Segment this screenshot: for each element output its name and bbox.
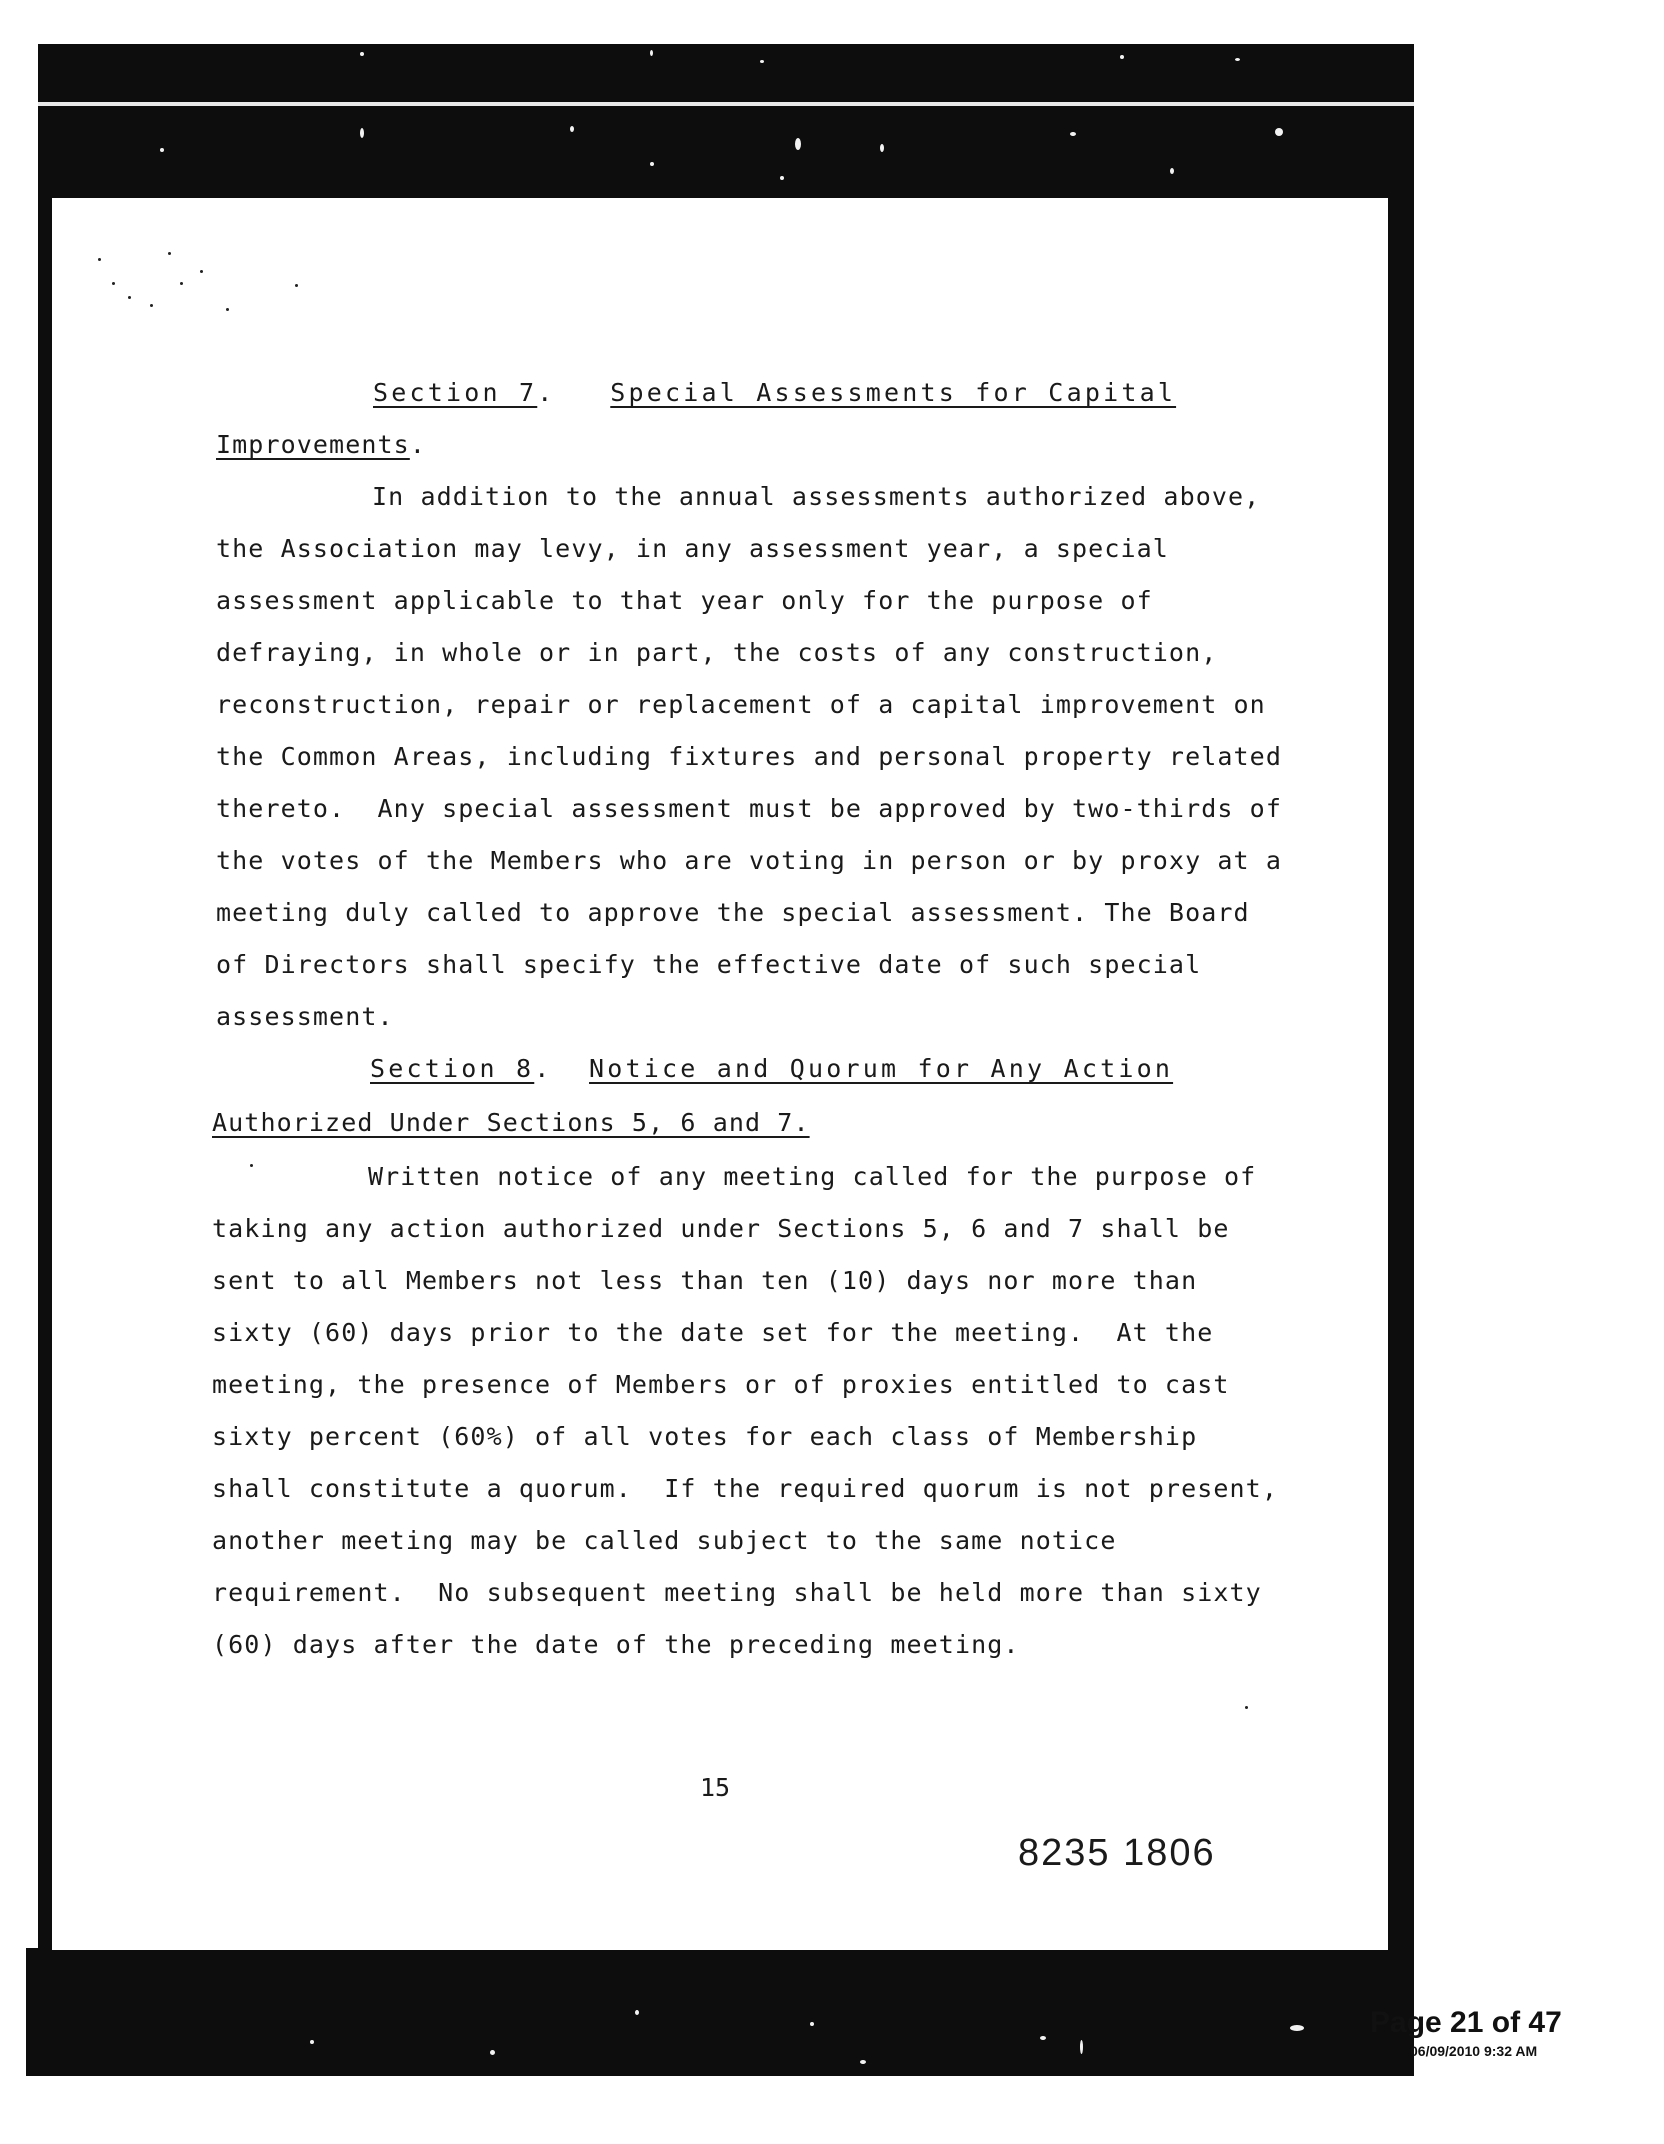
page-number: 15 <box>700 1773 731 1802</box>
scan-speck <box>760 60 764 63</box>
section-7-line: the Common Areas, including fixtures and personal property related <box>216 742 1282 771</box>
scan-speck <box>1070 132 1076 136</box>
section-7-line: the votes of the Members who are voting in person or by proxy at a <box>216 846 1282 875</box>
scan-speck <box>1275 128 1283 136</box>
section-7-line: the Association may levy, in any assessment year, a special <box>216 534 1169 563</box>
section-8-line: taking any action authorized under Sections 5, 6 and 7 shall be <box>212 1214 1230 1243</box>
section-8-line: sixty (60) days prior to the date set for the meeting. At the <box>212 1318 1214 1347</box>
section-8-line: meeting, the presence of Members or of proxies entitled to cast <box>212 1370 1230 1399</box>
scan-speck <box>795 138 801 150</box>
scan-speck <box>98 258 101 261</box>
heading-dot: . <box>534 1054 590 1083</box>
section-8-line: (60) days after the date of the preceding meeting. <box>212 1630 1020 1659</box>
scan-speck <box>490 2050 495 2055</box>
scan-speck <box>810 2022 814 2026</box>
scan-speck <box>150 304 153 307</box>
scan-speck <box>570 126 574 132</box>
scan-speck <box>160 148 164 152</box>
section-7-line: In addition to the annual assessments authorized above, <box>372 482 1261 511</box>
scan-speck <box>360 128 364 138</box>
section-7-line: assessment applicable to that year only for the purpose of <box>216 586 1153 615</box>
scan-speck <box>200 270 203 273</box>
section-8-line: requirement. No subsequent meeting shall be held more than sixty <box>212 1578 1262 1607</box>
scan-speck <box>1245 1706 1248 1709</box>
section-7-label: Section 7 <box>373 378 538 407</box>
section-7-line: defraying, in whole or in part, the costs of any construction, <box>216 638 1218 667</box>
section-8-line: sixty percent (60%) of all votes for each class of Membership <box>212 1422 1198 1451</box>
scan-speck <box>295 284 298 287</box>
scan-speck <box>128 296 131 299</box>
section-7-title: Special Assessments for Capital <box>610 378 1177 407</box>
section-7-title-line2: Improvements <box>216 430 410 459</box>
section-7-line: thereto. Any special assessment must be approved by two-thirds of <box>216 794 1282 823</box>
section-8-line: Written notice of any meeting called for the purpose of <box>368 1162 1257 1191</box>
scan-speck <box>1120 55 1124 59</box>
scan-top-line <box>38 102 1414 106</box>
section-8-title: Notice and Quorum for Any Action <box>589 1054 1174 1083</box>
scan-speck <box>226 308 229 311</box>
recording-stamp: 8235 1806 <box>1018 1832 1216 1874</box>
heading-dot: . <box>537 378 611 407</box>
viewer-page-indicator: Page 21 of 47 <box>1370 2006 1562 2039</box>
section-8-heading <box>370 1054 1173 1083</box>
scan-speck <box>650 162 654 166</box>
scan-speck <box>860 2060 866 2064</box>
viewer-timestamp: 06/09/2010 9:32 AM <box>1410 2043 1538 2059</box>
section-8-title-line2: Authorized Under Sections 5, 6 and 7. <box>212 1108 810 1137</box>
scan-speck <box>1080 2040 1083 2054</box>
section-8-line: shall constitute a quorum. If the required quorum is not present, <box>212 1474 1278 1503</box>
scan-border-bottom <box>26 1948 1414 2076</box>
section-7-line: meeting duly called to approve the special assessment. The Board <box>216 898 1250 927</box>
section-7-title-continued <box>216 430 426 459</box>
scan-speck <box>1040 2036 1046 2040</box>
scan-speck <box>180 282 183 285</box>
section-8-line: sent to all Members not less than ten (10) days nor more than <box>212 1266 1198 1295</box>
scan-speck <box>780 176 784 180</box>
scan-speck <box>650 50 653 56</box>
scan-speck <box>1235 58 1240 61</box>
section-7-line: assessment. <box>216 1002 394 1031</box>
scan-speck <box>1290 2025 1304 2031</box>
scan-speck <box>360 52 364 56</box>
scan-speck <box>635 2010 639 2015</box>
scan-speck <box>1170 168 1174 174</box>
section-8-label: Section 8 <box>370 1054 535 1083</box>
scan-speck <box>112 282 115 285</box>
section-8-title-continued <box>212 1108 810 1137</box>
section-8-line: another meeting may be called subject to the same notice <box>212 1526 1117 1555</box>
scan-speck <box>880 144 884 152</box>
scan-speck <box>250 1164 253 1167</box>
section-7-line: reconstruction, repair or replacement of a capital improvement on <box>216 690 1266 719</box>
scan-speck <box>310 2040 314 2044</box>
section-7-heading <box>373 378 1176 407</box>
scan-speck <box>168 252 171 255</box>
section-7-line: of Directors shall specify the effective date of such special <box>216 950 1202 979</box>
heading-dot: . <box>409 430 426 459</box>
